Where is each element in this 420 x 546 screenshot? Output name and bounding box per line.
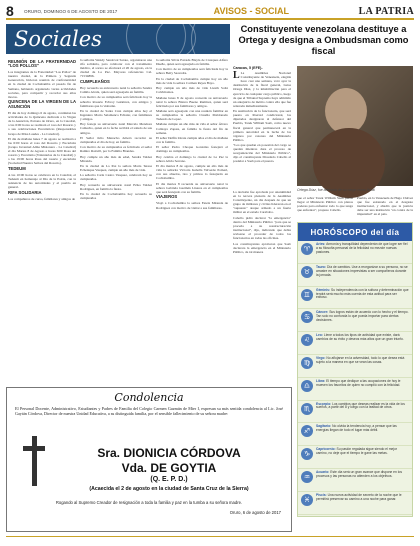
- paragraph: Los constituyentes aprobaron que Saab declarara la emergencia en el Ministerio Público, de tal manera: [233, 241, 291, 254]
- zodiac-icon: ♏: [301, 403, 313, 415]
- horoscope-item: [298, 309, 412, 332]
- cross-icon: [21, 436, 47, 486]
- paragraph: Hoy cumple un año más de vida Lizeth Soliz Calvimontes.: [156, 86, 228, 95]
- zodiac-icon: ♓: [301, 494, 313, 506]
- zodiac-name: Piscis:: [316, 492, 327, 497]
- horoscope-item: [298, 287, 412, 310]
- page-header: [6, 4, 414, 20]
- zodiac-description: Su pasión regalada sigue siendo el mejor camino, no deje que el tiempo le gane las metas.: [316, 447, 398, 456]
- condolence-body: El Personal Docente, Administrativo, Estudiantes y Padres de Familia del Colegio Carmen Guzmán de Mier I, expresan su más sentida condolencia al Lic. José Gaytán Córdova, Director de nuestra Unidad Educativa, a su distinguida familia, por el sensible fallecimiento de su señora madre:: [15, 406, 283, 416]
- zodiac-description: Este día será un gran avance que dispone en los procesos y las personas no atienden a los objetivos.: [316, 469, 402, 478]
- horoscope-text: [316, 266, 409, 278]
- newspaper-name: LA PATRIA: [358, 5, 414, 17]
- cross-vertical: [32, 436, 37, 486]
- paragraph: La decisión fue aprobada por unanimidad en la tercera plenaria de la Asamblea Constituyente, un día después de que un grupo de militares y civiles lideraran en el "supuesto" ataque armado a un fuerte militar en el estado Carabobo.: [233, 190, 291, 215]
- zodiac-name: Escorpio:: [316, 401, 332, 406]
- paragraph: Mañana lunes 8 de agosto recuerda su aniversario natal la señora Blanca Bueno Ramírez, quien será felicitada por sus familiares y amigos.: [156, 95, 228, 108]
- zodiac-icon: ♊: [301, 289, 313, 301]
- subheading: CUMPLEAÑOS: [80, 78, 110, 84]
- horoscope-item: [298, 401, 412, 424]
- horoscope-item: [298, 378, 412, 401]
- horoscope-text: [316, 334, 409, 342]
- horoscope-text: [316, 289, 409, 301]
- horoscope-text: [316, 448, 409, 456]
- paragraph: la señorita Silvia Estrada Bleyla de Crusques Alfaro Dueño, quien será agasajada en familia.: [156, 58, 228, 67]
- zodiac-description: No aflojarse en la adversidad, todo lo que desea está sujeto a la manera en que se vean las cosas.: [316, 355, 405, 364]
- social-column-3: [156, 58, 228, 384]
- bottom-rule: [6, 536, 414, 537]
- zodiac-name: Tauro:: [316, 264, 327, 269]
- paragraph: En sustitución de la funcionaria, que será puesta en libertad condicional, los diputados designaron al defensor del Pueblo, Tarek William Saab, como nuevo fiscal general que permanecerá en la primera autoridad en la lucha de los órganos por razones del Ministerio Público.: [233, 109, 291, 142]
- social-column-2: [80, 58, 152, 384]
- paragraph: "Los que quedan en posesión del cargo se quedan mientras dure el proceso de reorganización del Ministerio Público", dijo el constituyente Diosdado Cabello al postular a Saab para el puesto.: [233, 143, 291, 164]
- horoscope-text: [316, 403, 409, 411]
- zodiac-name: Capricornio:: [316, 447, 336, 452]
- zodiac-name: Aries:: [316, 242, 326, 246]
- horoscope-item: [298, 446, 412, 469]
- paragraph: En la ciudad de Santa Cruz cumple años hoy el Ingeniero Mario Salamanca Echalar, con familiares y amigos.: [80, 108, 152, 122]
- social-column-1: [8, 58, 76, 384]
- horoscope-text: [316, 380, 409, 388]
- zodiac-name: Géminis:: [316, 287, 331, 292]
- paragraph: En la ciudad de Cochabamba cumple hoy un año más de vida la señora Carmen Reyes Bayo.: [156, 76, 228, 85]
- date-line: ORURO, DOMINGO 6 DE AGOSTO DE 2017: [24, 8, 118, 14]
- horoscope-item: [298, 469, 412, 492]
- horoscope-item: [298, 264, 412, 287]
- paragraph: La señorita Carla Castro Vasquez, celebrará hoy su cumpleaños.: [80, 173, 152, 182]
- zodiac-description: Su independencia con la soltura y determinación que tendrá será mucho más cuenta de esta actitud para ser exitoso.: [316, 287, 409, 300]
- zodiac-description: El tiempo que dedique a las ocupaciones de hoy le mueven los favoritos de quien no cumplió con la felicidad.: [316, 378, 401, 387]
- zodiac-icon: ♍: [301, 357, 313, 369]
- paragraph: Mañana cumple un año más de vida el señor Álvaro Calizaya Zapata, en familia la fiesta del fin de semana.: [156, 122, 228, 135]
- dateline-source: Caracas, 5 (EFE)-: [233, 66, 263, 70]
- horoscope-text: [316, 425, 409, 433]
- horoscope-text: [316, 357, 409, 365]
- zodiac-icon: ♌: [301, 334, 313, 346]
- paragraph: Hoy cumple un año más de edad, Sandra Valdez Miranda.: [80, 154, 152, 163]
- paragraph: que el señor Tarek William Saab pueda llegar al Ministerio Público con plenos poderes para enfrentar todo lo que tenga que enfrentar", propuso Cabello.: [297, 196, 353, 213]
- sociales-banner: [6, 24, 230, 54]
- zodiac-description: Sus logros están de acuerdo con lo hecho y el tiempo. Tan solo no confunda lo que pueda importar para ciertas decisiones.: [316, 310, 409, 323]
- paragraph: El día martes 8 de agosto, cumple un año más de vida la señorita Victoria Isabella Valverde Pomari, con sus abuelos, tíos y primos lo festejarán en Cochabamba.: [156, 164, 228, 181]
- paragraph-text: La Asamblea Nacional Constituyente de Venezuela, elegida hace casi una semana, votó ayer la destitución de la fiscal general, Luisa Ortega Díaz, y la inhabilitación para el ejercicio de cualquier cargo público, luego de que el Tribunal Supremo haya admitido un antejuicio de mérito contra ella que fue reiterada inmediatamente.: [233, 71, 291, 108]
- subheading: TEDEUM: [8, 165, 26, 171]
- condolence-signature: Oruro, 6 de agosto de 2017: [229, 510, 281, 515]
- qepd-text: (Q. E. P. D.): [150, 476, 188, 483]
- decorative-circle: [191, 24, 230, 54]
- zodiac-name: Acuario:: [316, 469, 330, 474]
- zodiac-name: Cáncer:: [316, 310, 329, 315]
- cross-horizontal: [23, 446, 45, 451]
- horoscope-text: [316, 243, 409, 255]
- drop-cap: L: [233, 70, 240, 82]
- zodiac-icon: ♋: [301, 311, 313, 323]
- paragraph: El señor Delfín Zárate cumple años el día de mañana con la familia.: [156, 135, 228, 144]
- zodiac-name: Libra:: [316, 378, 326, 383]
- photo-caption: Ortega Díaz, fue afectada de su cargo como fiscal: [297, 188, 375, 192]
- subheading: RIFA SOLIDARIA: [8, 189, 42, 195]
- zodiac-name: Sagitario:: [316, 424, 332, 429]
- horoscope-item: [298, 423, 412, 446]
- subheading: QUINCENA DE LA VIRGEN DE LA ASUNCIÓN: [8, 99, 76, 109]
- paragraph: Pueblo, en la Venezuela de Hugo Chávez que fue estrenado en el desgaste institucional, y añadió que la justicia debe ser una institución "en contra de la impunidad" en el país.: [357, 196, 413, 217]
- paragraph: En la ciudad de Cochabamba hoy recuerda su cumpleaños: [80, 192, 152, 201]
- zodiac-name: Virgo:: [316, 355, 326, 360]
- article-headline: Constituyente venezolana destituye a Ortega y designa a Ombudsman como fiscal: [238, 24, 409, 56]
- zodiac-icon: ♉: [301, 266, 313, 278]
- horoscope-title: HORÓSCOPO del día: [298, 223, 412, 241]
- page-number: 8: [6, 3, 14, 19]
- section-title: AVISOS - SOCIAL: [213, 6, 289, 16]
- horoscope-text: [316, 494, 409, 502]
- zodiac-description: Los cambios que deseas realizar es la vida de los sueños, a partir del 8 y luego con la lealtad de otros.: [316, 401, 405, 410]
- condolence-prayer: Rogando al Supremo Creador de resignación a toda la familia y paz en la tumba a su señora madre.: [55, 500, 243, 505]
- subheading: VIAJEROS: [156, 194, 178, 200]
- article-photo: [297, 66, 413, 186]
- zodiac-icon: ♒: [301, 471, 313, 483]
- deceased-name-line1: Sra. DIONICIA CÓRDOVA: [97, 446, 241, 460]
- horoscope-item: [298, 355, 412, 378]
- zodiac-icon: ♎: [301, 380, 313, 392]
- zodiac-icon: ♐: [301, 425, 313, 437]
- subheading: REUNIÓN DE LA FRATERNIDAD "LOS POLLOS": [8, 58, 76, 69]
- condolence-detail: (Acaecida el 2 de agosto en la ciudad de Santa Cruz de la Sierra): [89, 486, 249, 492]
- news-column-3: [297, 196, 353, 222]
- paragraph: Con motivo de su cumpleaños será felicitado hoy la señorita Rosario Ecbroy Gutiérrez, con amigos y familiares que la visitarán.: [80, 95, 152, 108]
- horoscope-text: [316, 311, 409, 323]
- zodiac-description: No olvida la tendencia hoy, a pensar que las energías llegan de todo el lugar más débil.: [316, 424, 397, 433]
- paragraph: Cabello pidió declarar "la emergencia" dentro del Ministerio Público "para que se proceda a su reestructuración institucional", dijo, indicando que debía revisarse el proceder de todos los funcionarios en todas las oficinas.: [233, 215, 291, 241]
- zodiac-description: Llene a todos los tipos de actividad que existe, dará cambios de su éxito y deseos más altos que un gran triunfo.: [316, 333, 404, 342]
- horoscope-item: [298, 492, 412, 515]
- horoscope-list: [298, 241, 412, 515]
- zodiac-name: Leo:: [316, 333, 323, 338]
- paragraph: Viajó a Cochabamba la señora Estela Miranda de Rodríguez con motivo de visitar a sus familiares.: [156, 201, 228, 210]
- horoscope-item: [298, 241, 412, 264]
- decorative-circle: [156, 24, 196, 54]
- paragraph: Hoy festeja su aniversario natal Marcelo Mendoza Camacho, quien en la fecha recibirá el saludo de sus amigos.: [80, 122, 152, 135]
- paragraph: Mañana será agasajado con una reunión familiar en su cumpleaños la señorita Claudia Maldonado Tadeado de Lopez.: [156, 108, 228, 122]
- zodiac-description: Una nueva actividad de secreto de la noche que le permitirá preservar su camino a una noche para ganar.: [316, 492, 402, 501]
- headline-block: [233, 24, 414, 64]
- news-column-2: [233, 190, 291, 384]
- zodiac-description: Día de cambios. Use a reorganizar a su persona, no se arrastre en situaciones imprevistas a ser compañeros durante la jornada.: [316, 264, 408, 277]
- horoscope-item: [298, 332, 412, 355]
- paragraph: Los integrantes de la Fraternidad "Los Pollos" de nuestra ciudad, de la Primera y Segunda Generación, hicieron reunión de confraternidad en la ciudad de Cochabamba el pasado fin de Semana, habiendo organizado varias actividades sociales, para compartir y recordar sus años mozos.: [8, 70, 76, 99]
- paragraph: Hoy celebra el domingo la ciudad de La Paz la señora Alicia Serrano.: [156, 154, 228, 163]
- paragraph: Hoy recuerda su aniversario natal la señorita Sandra Camila Alcala, quien será agasajada en familia.: [80, 86, 152, 95]
- sociales-title: Sociales: [14, 27, 102, 51]
- paragraph: Los compañeros de curso, familiares y amigos de: [8, 197, 76, 201]
- paragraph: A las 10:00 horas se celebrara en la Catedral, el Tedeum en homenaje al Día de la Patria, con la asistencia de las autoridades y el pueblo en general.: [8, 173, 76, 190]
- paragraph: [233, 71, 291, 108]
- horoscope-box: [297, 222, 413, 517]
- zodiac-icon: ♑: [301, 448, 313, 460]
- deceased-name-line2: Vda. DE GOYTIA: [121, 461, 217, 475]
- zodiac-description: Armonía y tranquilidad dependerán de que logre ser fiel a su filosofía personal de la felicidad no mezcle nuevas pasiones.: [316, 242, 408, 254]
- paragraph: Con motivo de su cumpleaños es felicitado el señor Ramiro Ranvill, por la Familia Brandes.: [80, 145, 152, 154]
- paragraph: Hoy recuerda su aniversario natal Erika Valdez Rodríguez, en familia la fiesta.: [80, 182, 152, 191]
- condolence-title: Condolencia: [114, 391, 184, 404]
- condolence-notice: [6, 387, 292, 532]
- paragraph: En la ciudad de La Paz la señora María Teresa Echenique Vasquez, cumple un año más de vida.: [80, 163, 152, 173]
- paragraph: El día martes 8 recuerda su aniversario natal la señora Gabriela Guzmán Linares en el cumpleaños que será festejado con su familia.: [156, 181, 228, 194]
- paragraph: El señor Pedro Choque Gonzáles festejará el domingo su cumpleaños.: [156, 145, 228, 154]
- paragraph: El día de mañana lunes 7 de agosto se realizará a las 6:00 horas el rosa del Rosario y Eucaristía (Grupo Juventud Alma Misionera - La Catedral) el día Martes 8 de Agosto a horas 6:00 Rosa del rosario y Eucaristía (Voluntarias de la Catedral) y a las 19:00 horas Rosa del rosario y eucaristía (Sociedad Nuestra Señora del Rosario).: [8, 136, 76, 166]
- zodiac-icon: ♈: [301, 243, 313, 255]
- news-column-4: [357, 196, 413, 222]
- paragraph: Con motivo de su cumpleaños será felicitada hoy la señora Betty Saavedra.: [156, 67, 228, 76]
- horoscope-text: [316, 471, 409, 479]
- paragraph: El Señor Julio Menacho deberá recordar su cumpleaños el día de hoy, en familia.: [80, 135, 152, 144]
- paragraph: la señorita Wendy Sandoval Sarate, organizaron una rifa solidaria, para colaborar con el tratamiento médico, el sorteo se efectuará el 26 de agosto, en la ciudad de La Paz. Mayores referencias Cel. 71534896.: [80, 58, 152, 79]
- paragraph: El día de hoy domingo 6 de agosto, continúan las actividades de la Quincena dedicada a la Virgen de la Asunción, Patrona de Oruro, en la Catedral, a las 6:00 horas se realizará el rosa del Rosario y a sus celebraciones Eucarísticas (Responsables Grupo de Misa Laudes - La Catedral).: [8, 111, 76, 136]
